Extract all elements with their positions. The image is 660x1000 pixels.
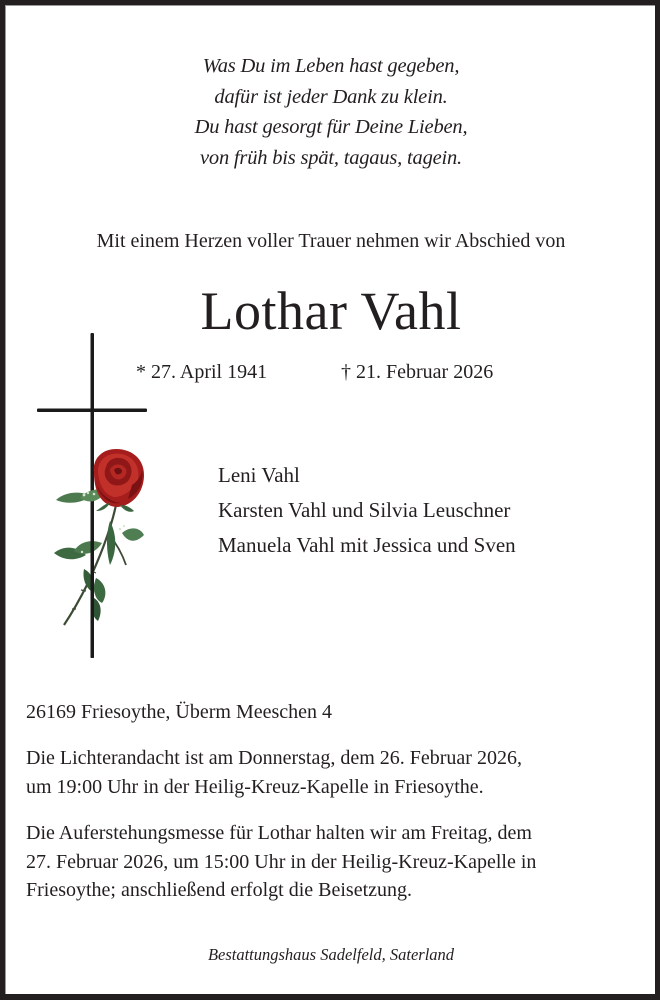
- birth-date: * 27. April 1941: [136, 361, 268, 383]
- mass-line: Die Auferstehungsmesse für Lothar halten wir am Freitag, dem: [26, 822, 532, 844]
- mass-announcement: [26, 819, 536, 905]
- funeral-home: Bestattungshaus Sadelfeld, Saterland: [207, 945, 455, 964]
- memorial-poem: [6, 51, 656, 173]
- mourner-name: Karsten Vahl und Silvia Leuschner: [218, 498, 511, 522]
- vigil-line: um 19:00 Uhr in der Heilig-Kreuz-Kapelle in Friesoythe.: [26, 775, 484, 798]
- farewell-intro: Mit einem Herzen voller Trauer nehmen wir Abschied von: [96, 230, 566, 252]
- vigil-line: Die Lichterandacht ist am Donnerstag, dem 26. Februar 2026,: [26, 747, 522, 769]
- mourner-name: Leni Vahl: [218, 463, 300, 487]
- poem-line: Du hast gesorgt für Deine Lieben,: [194, 116, 468, 138]
- poem-line: Was Du im Leben hast gegeben,: [202, 55, 460, 77]
- deceased-name: Lothar Vahl: [200, 281, 462, 341]
- mourner-name: Manuela Vahl mit Jessica und Sven: [218, 533, 516, 557]
- poem-line: dafür ist jeder Dank zu klein.: [214, 85, 448, 108]
- obituary-notice: [5, 5, 655, 994]
- mass-line: 27. Februar 2026, um 15:00 Uhr in der Heilig-Kreuz-Kapelle in: [26, 850, 537, 873]
- vigil-announcement: [26, 744, 522, 801]
- mass-line: Friesoythe; anschließend erfolgt die Beisetzung.: [26, 879, 413, 901]
- family-address: 26169 Friesoythe, Überm Meeschen 4: [26, 701, 333, 723]
- cross-with-rose-icon: [36, 333, 166, 663]
- death-date: † 21. Februar 2026: [341, 361, 494, 383]
- poem-line: von früh bis spät, tagaus, tagein.: [200, 146, 462, 169]
- mourners-list: [218, 458, 516, 563]
